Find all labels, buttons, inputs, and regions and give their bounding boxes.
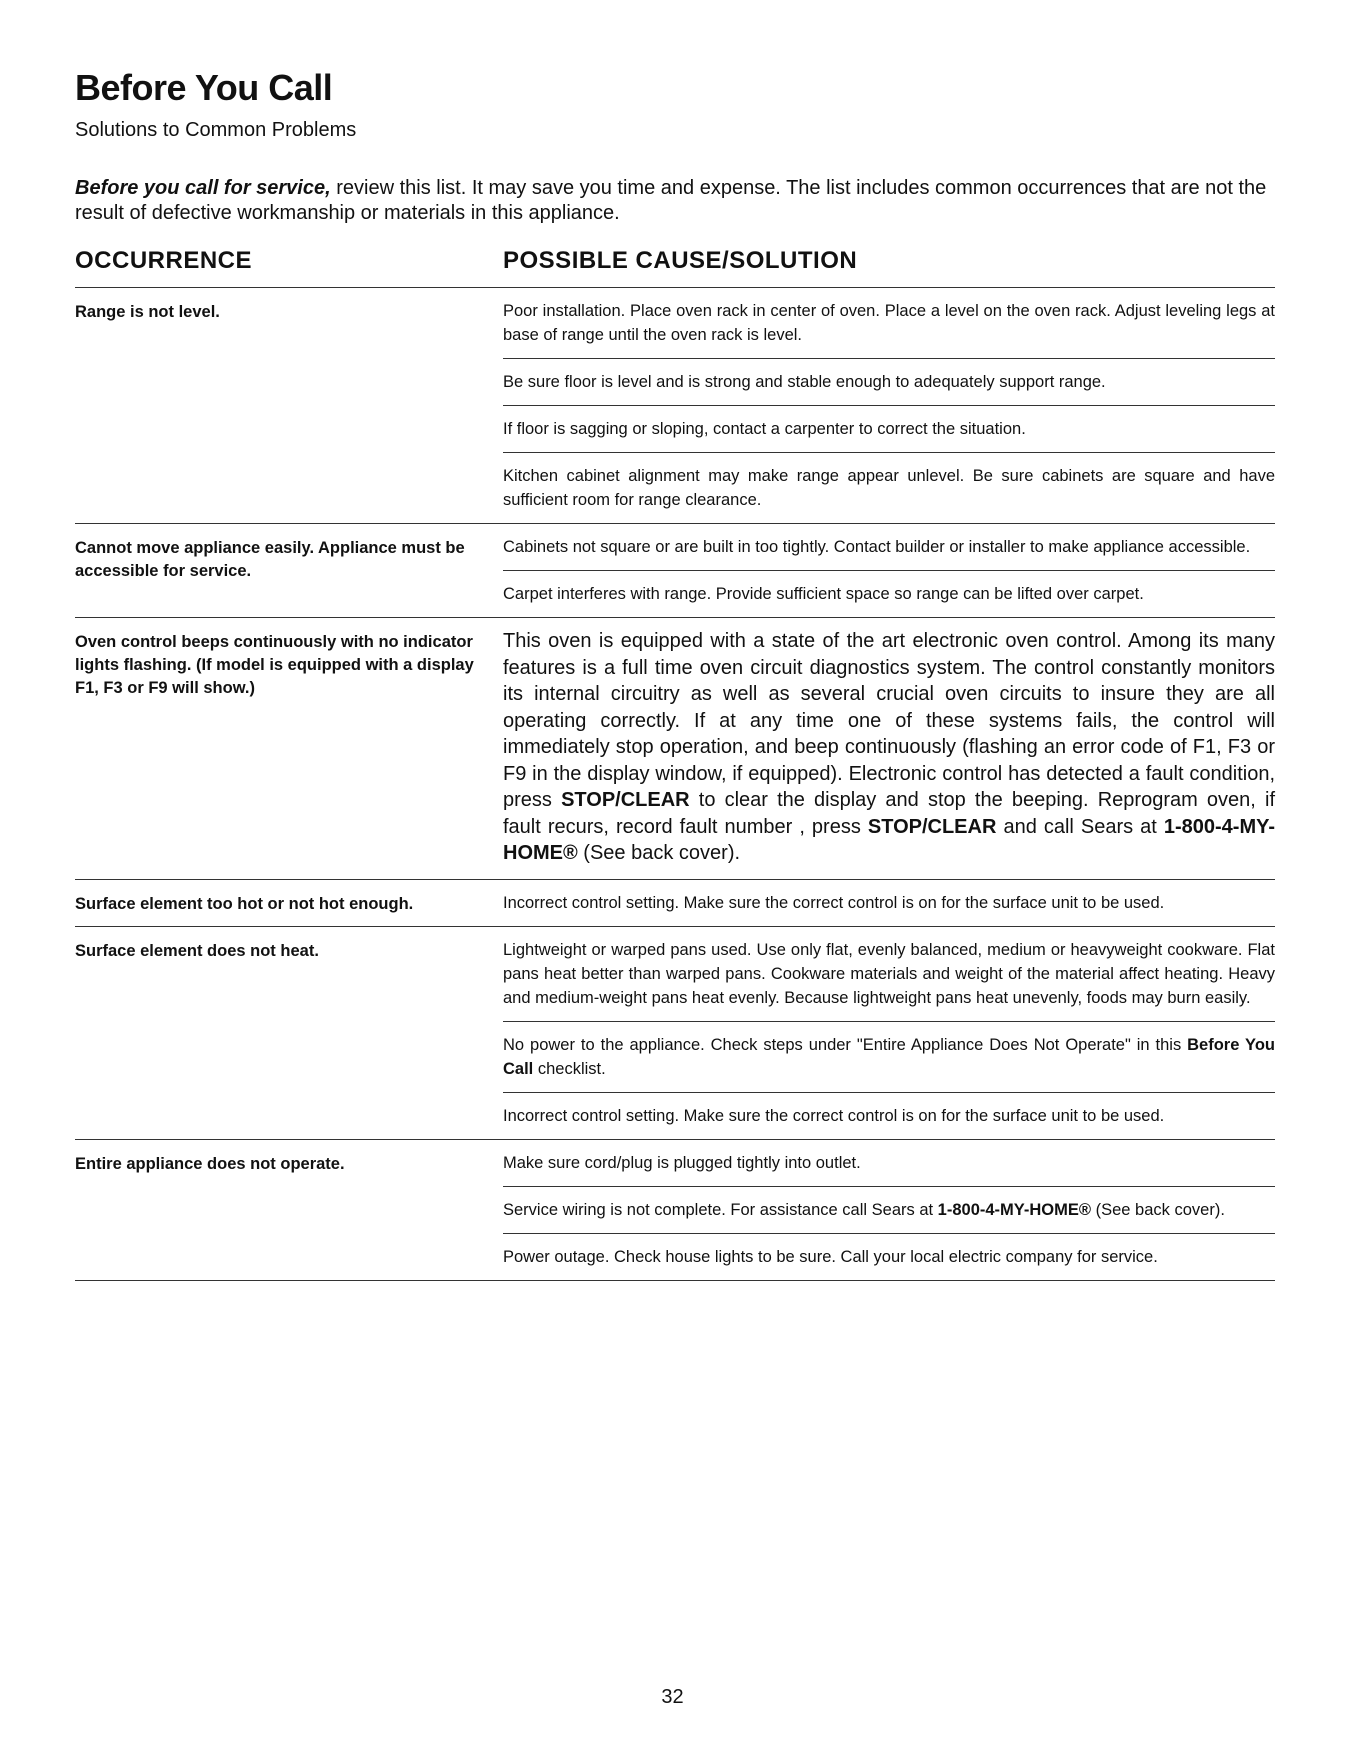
page-title: Before You Call	[75, 67, 333, 108]
stop-clear-key-label: STOP/CLEAR	[561, 789, 690, 811]
occurrence-header: OCCURRENCE	[75, 247, 253, 274]
page-subtitle: Solutions to Common Problems	[75, 119, 357, 141]
solutions-cell	[503, 927, 1275, 1139]
table-row	[75, 926, 1275, 1139]
table-row	[75, 523, 1275, 617]
solution-text	[503, 1021, 1275, 1092]
column-headers	[75, 247, 1275, 281]
table-row	[75, 879, 1275, 926]
phone-number: 1-800-4-MY-HOME®	[503, 815, 1276, 864]
page-number: 32	[661, 1686, 684, 1708]
cause-header: POSSIBLE CAUSE/SOLUTION	[503, 247, 858, 274]
solution-text-part: No power to the appliance. Check steps under "Entire Appliance Does Not Operate" in this	[503, 1035, 1188, 1054]
solution-text-part: (See back cover).	[1091, 1200, 1225, 1219]
solution-text: Carpet interferes with range. Provide sufficient space so range can be lifted over carpet.	[503, 570, 1275, 617]
phone-number: 1-800-4-MY-HOME®	[937, 1200, 1092, 1219]
occurrence-cell: Surface element too hot or not hot enough.	[75, 894, 414, 913]
solutions-cell	[503, 618, 1275, 879]
table-row	[75, 617, 1275, 879]
solution-text-part: This oven is equipped with a state of the art electronic oven control. Among its many features is a full time oven circuit diagnostics system. The control constantly monitors its internal circuitry as well as several crucial oven circuits to insure they are all operating correctly. If at any time one of these systems fails, the control will immediately stop operation, and beep continuously (flashing an error code of F1, F3 or F9 in the display window, if equipped). Electronic control has detected a fault condition, press	[503, 630, 1275, 811]
solution-text: Kitchen cabinet alignment may make range appear unlevel. Be sure cabinets are square and have sufficient room for range clearance.	[503, 452, 1275, 523]
checklist-name: Before You Call	[503, 1035, 1275, 1078]
solutions-cell	[503, 524, 1275, 617]
solution-text-part: and call Sears at	[996, 815, 1164, 838]
solution-text: Incorrect control setting. Make sure the correct control is on for the surface unit to be used.	[503, 893, 1165, 912]
table-row	[75, 1139, 1275, 1281]
solutions-cell	[503, 288, 1275, 523]
intro-paragraph	[75, 176, 1275, 226]
solution-text-part: to clear the display and stop the beeping. Reprogram oven, if fault recurs, record fault number , press	[503, 789, 1276, 838]
occurrence-cell: Surface element does not heat.	[75, 941, 319, 960]
table-row	[75, 287, 1275, 523]
occurrence-cell: Oven control beeps continuously with no indicator lights flashing. (If model is equipped with a display F1, F3 or F9 will show.)	[75, 633, 474, 697]
stop-clear-key-label: STOP/CLEAR	[867, 815, 997, 838]
solution-text-part: checklist.	[533, 1059, 606, 1078]
intro-text: review this list. It may save you time and expense. The list includes common occurrences that are not the result of defective workmanship or materials in this appliance.	[75, 177, 1267, 224]
solution-text-part: Service wiring is not complete. For assistance call Sears at	[503, 1200, 938, 1219]
solution-text: Lightweight or warped pans used. Use only flat, evenly balanced, medium or heavyweight cookware. Flat pans heat better than warped pans. Cookware materials and weight of the material affect heating. Heavy and medium-weight pans heat evenly. Because lightweight pans heat unevenly, foods may burn easily.	[503, 940, 1275, 1007]
solutions-cell	[503, 1140, 1275, 1280]
solution-text: Be sure floor is level and is strong and stable enough to adequately support range.	[503, 358, 1275, 405]
solution-text-part: (See back cover).	[577, 842, 741, 864]
solution-text: Incorrect control setting. Make sure the correct control is on for the surface unit to be used.	[503, 1092, 1275, 1139]
solution-text: Power outage. Check house lights to be sure. Call your local electric company for service.	[503, 1233, 1275, 1280]
intro-lead: Before you call for service,	[75, 177, 331, 199]
solution-text: Cabinets not square or are built in too tightly. Contact builder or installer to make appliance accessible.	[503, 538, 1251, 556]
solutions-cell	[503, 880, 1275, 926]
occurrence-cell: Entire appliance does not operate.	[75, 1154, 345, 1173]
occurrence-cell: Cannot move appliance easily. Appliance must be accessible for service.	[75, 539, 465, 580]
page	[75, 68, 1275, 1281]
solution-text: Poor installation. Place oven rack in center of oven. Place a level on the oven rack. Adjust leveling legs at base of range until the oven rack is level.	[503, 302, 1275, 344]
occurrence-cell: Range is not level.	[75, 303, 220, 321]
solution-text	[503, 1186, 1275, 1233]
solution-text	[503, 618, 1275, 879]
solution-text: If floor is sagging or sloping, contact a carpenter to correct the situation.	[503, 405, 1275, 452]
solution-text: Make sure cord/plug is plugged tightly into outlet.	[503, 1153, 861, 1172]
